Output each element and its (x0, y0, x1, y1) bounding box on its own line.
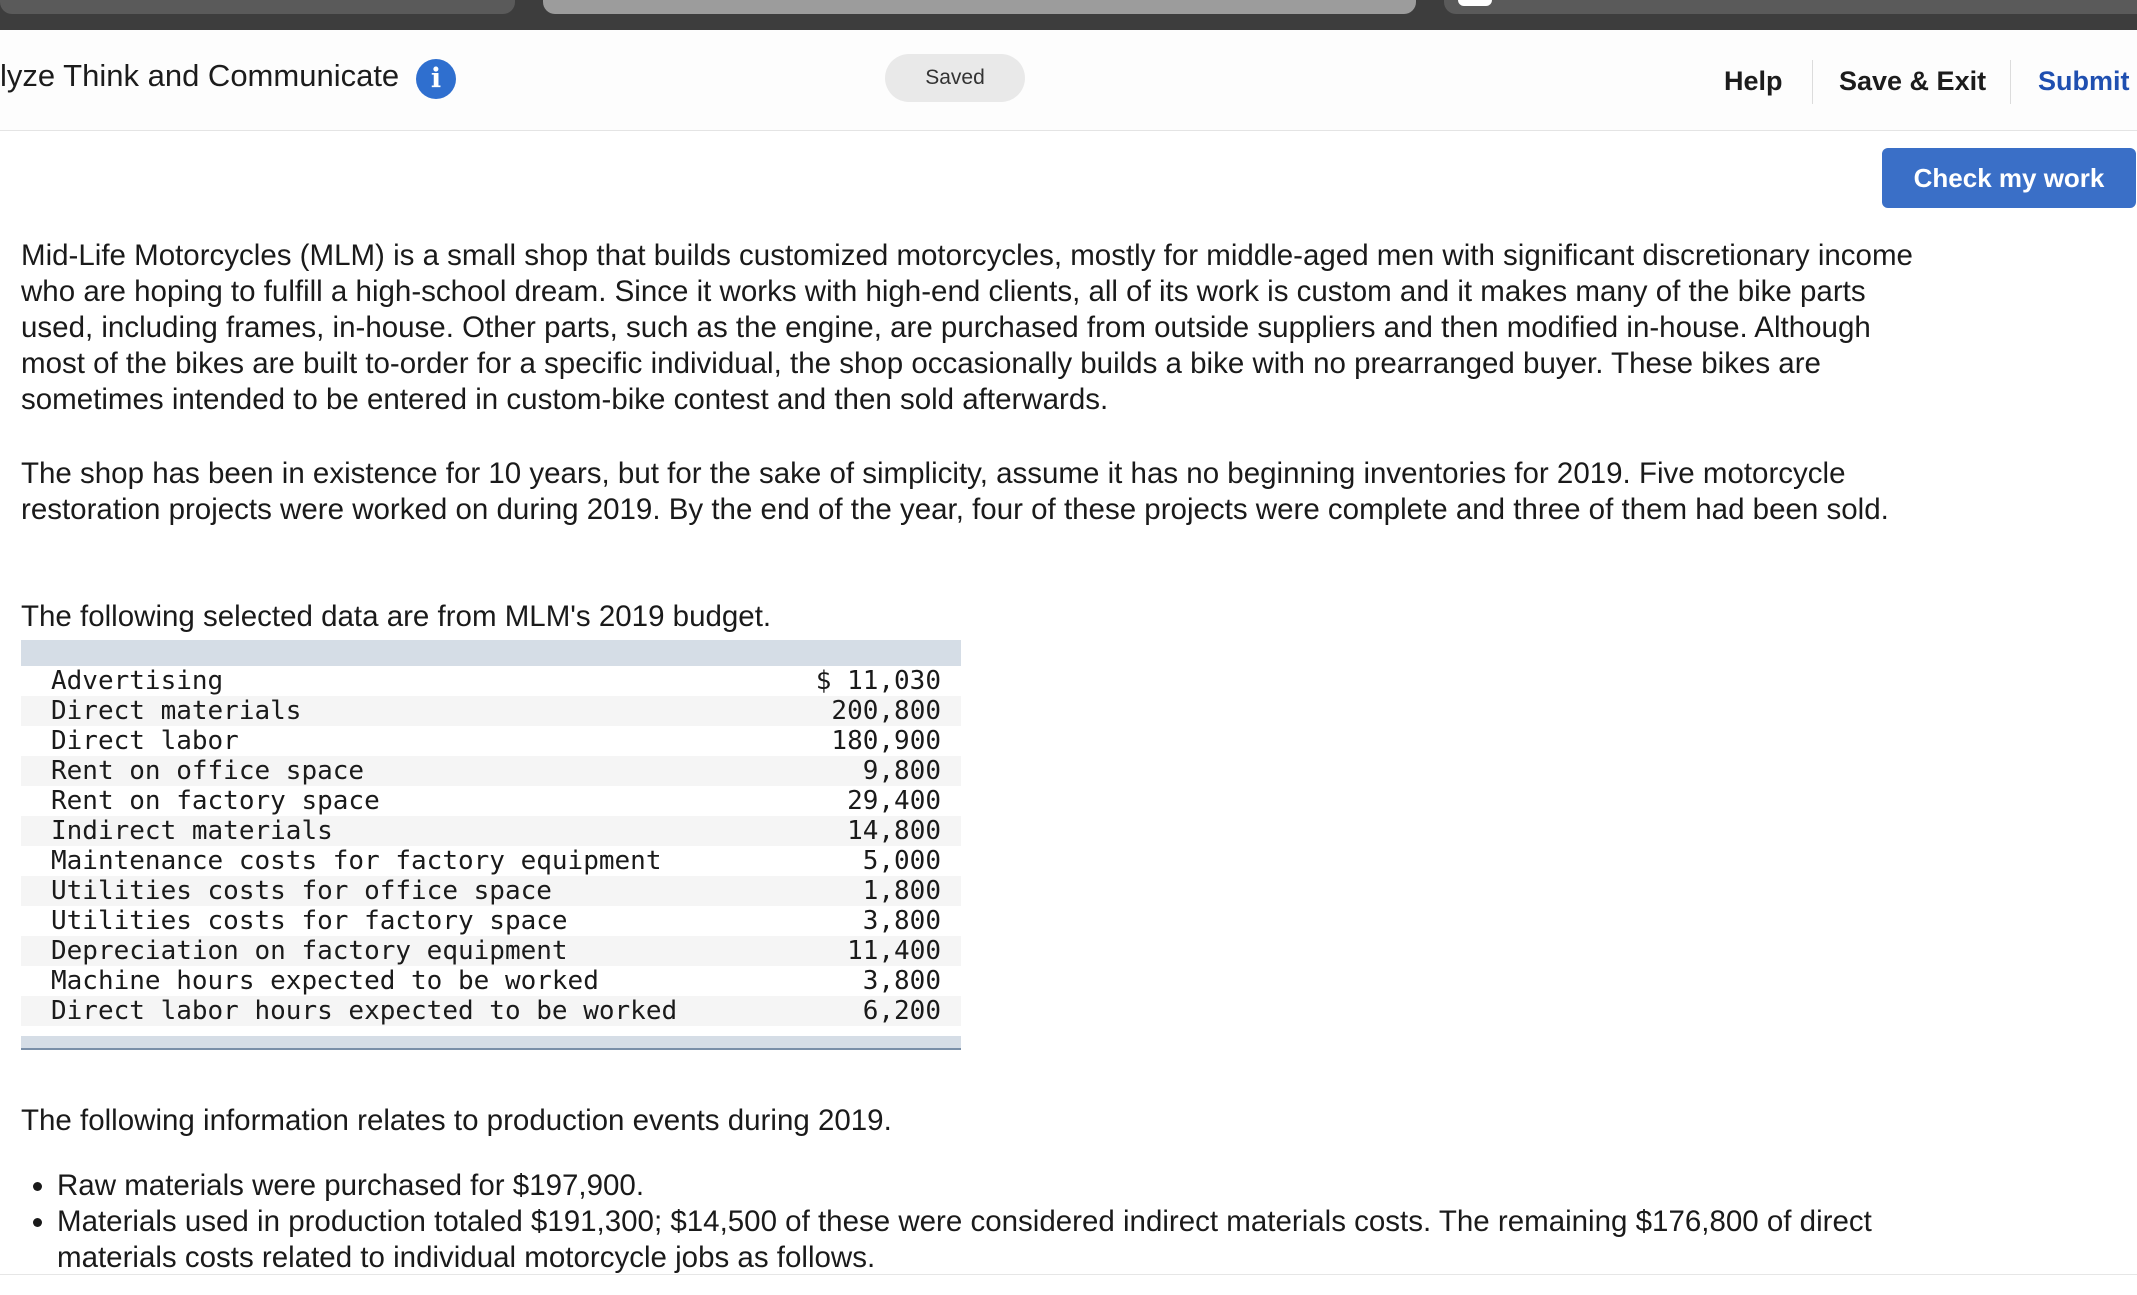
budget-item-value: 1,800 (791, 876, 961, 906)
tab-favicon-icon (1458, 0, 1492, 6)
help-link[interactable]: Help (1724, 66, 1783, 96)
list-item: • Raw materials were purchased for $197,900. (57, 1168, 1921, 1204)
budget-item-label: Maintenance costs for factory equipment (51, 846, 662, 876)
intro-paragraph: Mid-Life Motorcycles (MLM) is a small shop that builds customized motorcycles, mostly for middle-aged men with significant discretionary income who are hoping to fulfill a high-school dream. Since it works with high-end clients, all of its work is custom and it makes many of the bike parts used, including frames, in-house. Other parts, such as the engine, are purchased from outside suppliers and then modified in-house. Although most of the bikes are built to-order for a specific individual, the shop occasionally builds a bike with no prearranged buyer. These bikes are sometimes intended to be entered in custom-bike contest and then sold afterwards. (21, 239, 1913, 416)
table-row (21, 996, 961, 1031)
info-icon[interactable]: i (416, 59, 456, 99)
check-my-work-button[interactable]: Check my work (1882, 148, 2136, 208)
header-divider (2010, 60, 2011, 104)
table-row (21, 696, 961, 726)
budget-item-label: Utilities costs for office space (21, 876, 791, 906)
budget-item-label: Direct materials (21, 696, 791, 726)
table-row (21, 906, 961, 936)
budget-table (21, 640, 961, 1050)
budget-item-label: Rent on factory space (51, 786, 380, 816)
budget-item-value: 11,400 (791, 936, 961, 966)
budget-item-value: 5,000 (862, 846, 941, 876)
inventory-paragraph: The shop has been in existence for 10 years, but for the sake of simplicity, assume it has no beginning inventories for 2019. Five motorcycle restoration projects were worked on during 2019. By the end of the year, four of these projects were complete and three of them had been sold. (21, 457, 1889, 526)
bottom-toolbar-edge (0, 1274, 2137, 1295)
budget-item-label: Rent on office space (21, 756, 791, 786)
budget-item-label: Depreciation on factory equipment (21, 936, 791, 966)
budget-item-value: 6,200 (791, 996, 961, 1031)
browser-tab-active[interactable] (543, 0, 1416, 14)
budget-item-value: 180,900 (831, 726, 941, 756)
browser-tab[interactable] (1444, 0, 2137, 14)
table-row (21, 666, 961, 696)
budget-item-label: Advertising (51, 666, 224, 696)
budget-item-label: Utilities costs for factory space (51, 906, 568, 936)
budget-item-value: $ 11,030 (815, 666, 941, 696)
browser-tab[interactable] (0, 0, 515, 14)
table-row (21, 966, 961, 996)
budget-table-body (21, 666, 961, 1031)
saved-status-badge: Saved (885, 54, 1025, 102)
assignment-title: lyze Think and Communicate (0, 58, 400, 93)
table-footer-row (21, 1031, 961, 1049)
table-row (21, 936, 961, 966)
question-content (21, 238, 1921, 1274)
table-header-row (21, 640, 961, 666)
budget-item-label: Direct labor (51, 726, 239, 756)
table-row (21, 726, 961, 756)
budget-item-value: 3,800 (862, 966, 941, 996)
table-row (21, 816, 961, 846)
assignment-header (0, 30, 2137, 131)
submit-link[interactable]: Submit (2038, 66, 2130, 96)
list-item: • Materials used in production totaled $191,300; $14,500 of these were considered indirect materials costs. The remaining $176,800 of direct materials costs related to individual motorcycle jobs as follows. (57, 1204, 1921, 1276)
events-intro: The following information relates to production events during 2019. (21, 1104, 892, 1137)
budget-item-value: 9,800 (791, 756, 961, 786)
table-intro: The following selected data are from MLM's 2019 budget. (21, 600, 772, 633)
table-row (21, 846, 961, 876)
budget-item-value: 3,800 (862, 906, 941, 936)
budget-item-label: Machine hours expected to be worked (51, 966, 599, 996)
browser-tab-strip (0, 0, 2137, 30)
budget-item-label: Direct labor hours expected to be worked (21, 996, 791, 1031)
budget-item-value: 200,800 (791, 696, 961, 726)
budget-item-value: 29,400 (847, 786, 941, 816)
header-divider (1812, 60, 1813, 104)
table-row (21, 876, 961, 906)
save-exit-link[interactable]: Save & Exit (1839, 66, 1987, 96)
budget-item-value: 14,800 (791, 816, 961, 846)
events-list (21, 1168, 1921, 1276)
table-row (21, 786, 961, 816)
table-row (21, 756, 961, 786)
budget-item-label: Indirect materials (21, 816, 791, 846)
